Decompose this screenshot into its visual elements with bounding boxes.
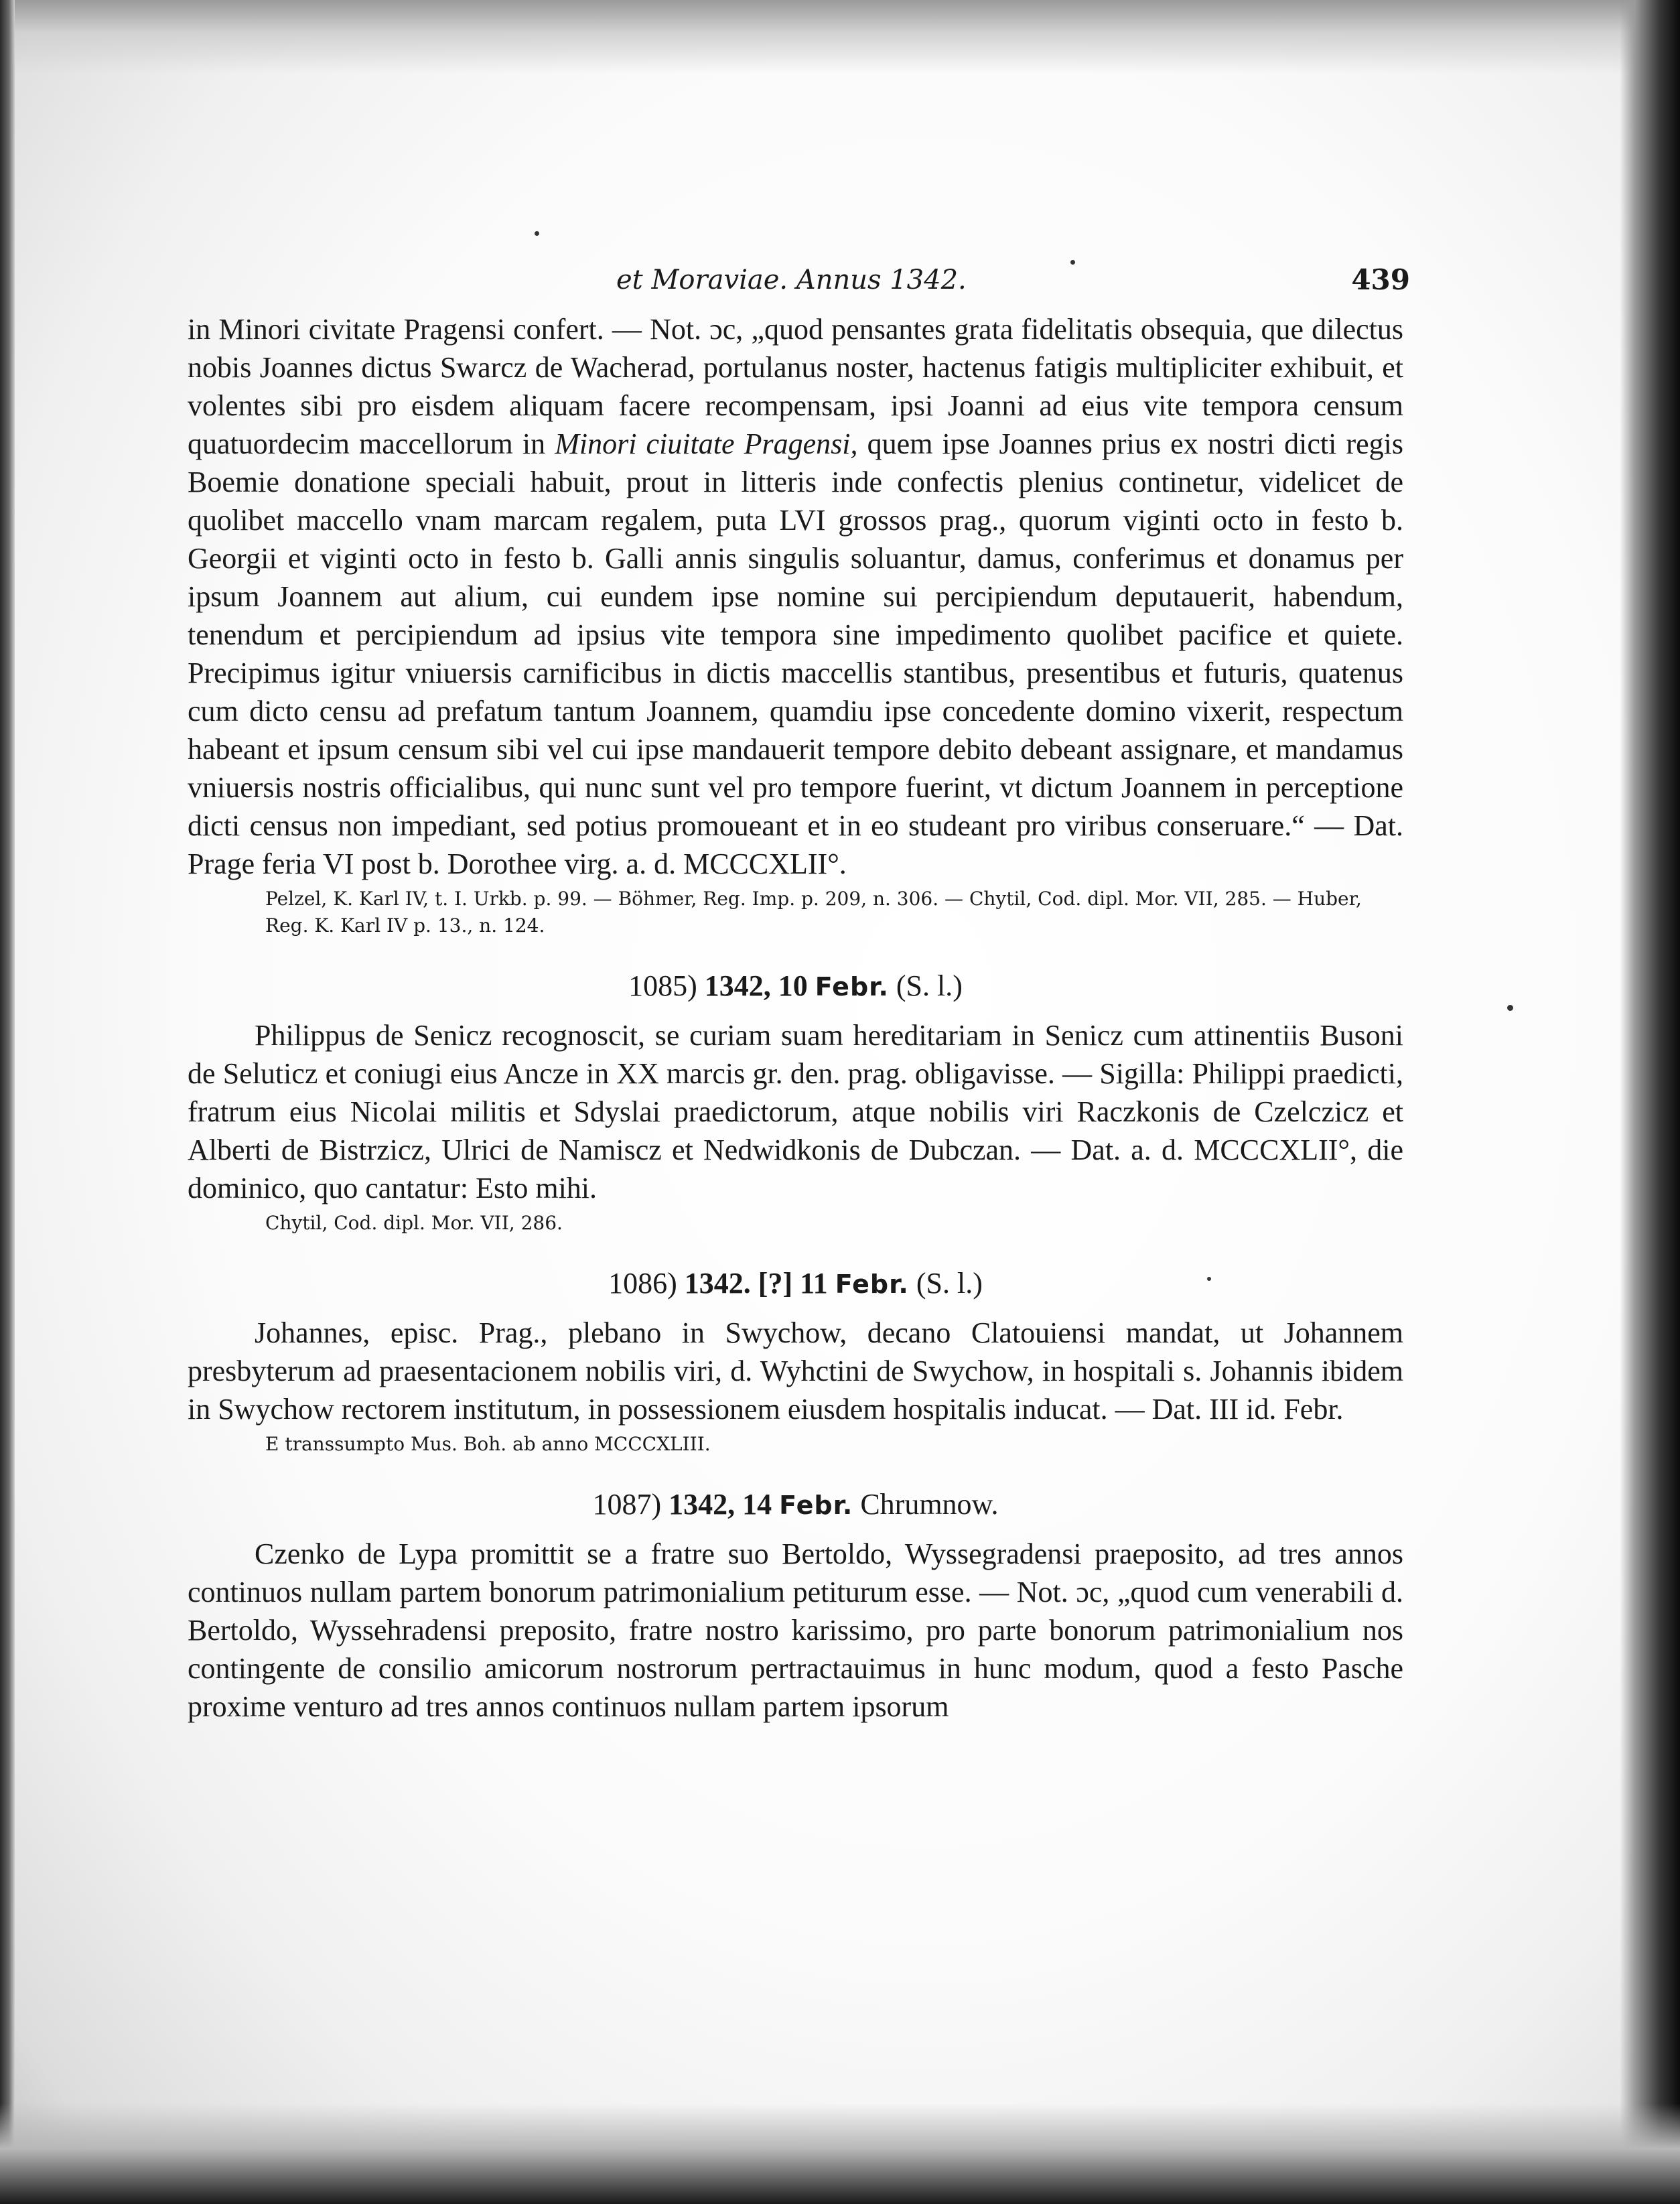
running-title: et Moraviae. Annus 1342. <box>616 265 967 295</box>
scan-edge-left <box>0 0 15 2204</box>
continued-text-italic: Minori ciuitate Pragensi, <box>555 427 858 460</box>
entry-month: Febr. <box>815 972 889 1002</box>
continued-entry-text <box>188 310 1403 883</box>
entry-number: 1086) <box>608 1267 677 1300</box>
scan-shadow-bottom <box>0 2104 1680 2204</box>
entry-day: 10 <box>778 969 808 1002</box>
page-number: 439 <box>1351 263 1410 296</box>
continued-text-part: in Minori civitate Pragensi confert. — Not. ɔc, „quod pensantes grata fidelitatis obsequia, que dilectus nobis Joannes dictus Swarcz de Wacherad, portulanus noster, hactenus fatigis multipliciter exhibuit, et volentes sibi pro eisdem aliquam facere recompensam, ipsi Joanni ad eius vite tempora censum quatuordecim maccellorum in <box>188 313 1403 460</box>
scan-speck <box>535 231 539 236</box>
entry-year: 1342, <box>669 1488 736 1521</box>
entry-year: 1342. <box>684 1267 751 1300</box>
entry-year: 1342, <box>704 969 771 1002</box>
scan-speck <box>1070 260 1075 265</box>
entry-number: 1085) <box>628 969 697 1002</box>
entry-day: 14 <box>742 1488 772 1521</box>
page-content <box>188 263 1410 1726</box>
scan-speck <box>1507 1005 1513 1011</box>
entry-number: 1087) <box>592 1488 662 1521</box>
entry-text-1086: Johannes, episc. Prag., plebano in Swychow, decano Clatouiensi mandat, ut Johannem presbyterum ad praesentacionem nobilis viri, d. Wyhctini de Swychow, in hospitali s. Johannis ibidem in Swychow rectorem institutum, in possessionem eiusdem hospitalis inducat. — Dat. III id. Febr. <box>188 1316 1403 1426</box>
entry-text-1085: Philippus de Senicz recognoscit, se curiam suam hereditariam in Senicz cum attinentiis Busoni de Seluticz et coniugi eius Ancze in XX marcis gr. den. prag. obligavisse. — Sigilla: Philippi praedicti, fratrum eius Nicolai militis et Sdyslai praedictorum, atque nobilis viri Raczkonis de Czelczicz et Alberti de Bistrzicz, Ulrici de Namiscz et Nedwidkonis de Dubczan. — Dat. a. d. MCCCXLII°, die dominico, quo cantatur: Esto mihi. <box>188 1019 1403 1204</box>
entry-heading-1087 <box>188 1487 1403 1521</box>
entry-heading-1085 <box>188 969 1403 1003</box>
entry-text-1087: Czenko de Lypa promittit se a fratre suo Bertoldo, Wyssegradensi praeposito, ad tres annos continuos nullam partem bonorum patrimonialium petiturum esse. — Not. ɔc, „quod cum venerabili d. Bertoldo, Wyssehradensi preposito, fratre nostro karissimo, pro parte bonorum patrimonialium nos contingente de consilio amicorum nostrorum pertractauimus in hunc modum, quod a festo Pasche proxime venturo ad tres annos continuos nullam partem ipsorum <box>188 1537 1403 1723</box>
continued-reference: Pelzel, K. Karl IV, t. I. Urkb. p. 99. — Böhmer, Reg. Imp. p. 209, n. 306. — Chytil, Cod. dipl. Mor. VII, 285. — Huber, Reg. K. Karl IV p. 13., n. 124. <box>265 888 1362 937</box>
entry-reference-1086: E transsumpto Mus. Boh. ab anno MCCCXLIII. <box>265 1433 711 1455</box>
entry-heading-1086 <box>188 1266 1403 1300</box>
entry-month: Febr. <box>835 1269 909 1299</box>
entry-place: Chrumnow. <box>860 1488 999 1521</box>
entry-month: Febr. <box>779 1491 853 1520</box>
entry-day: [?] 11 <box>758 1267 828 1300</box>
scan-shadow-top <box>0 0 1680 74</box>
scan-edge-right <box>1620 0 1680 2204</box>
running-head <box>188 263 1410 305</box>
entry-place: (S. l.) <box>916 1267 983 1300</box>
entry-reference-1085: Chytil, Cod. dipl. Mor. VII, 286. <box>265 1212 563 1234</box>
continued-text-part: quem ipse Joannes prius ex nostri dicti regis Boemie donatione speciali habuit, prout in litteris inde confectis plenius continetur, videlicet de quolibet maccello vnam marcam regalem, puta LVI grossos prag., quorum viginti octo in festo b. Georgii et viginti octo in festo b. Galli annis singulis soluantur, damus, conferimus et donamus per ipsum Joannem aut alium, cui eundem ipse nomine sui percipiendum deputauerit, habendum, tenendum et percipiendum ad ipsius vite tempora sine impedimento quolibet pacifice et quiete. Precipimus igitur vniuersis carnificibus in dictis maccellis stantibus, presentibus et futuris, quatenus cum dicto censu ad prefatum tantum Joannem, quamdiu ipse concedente domino vixerit, respectum habeant et ipsum censum sibi vel cui ipse mandauerit tempore debito debeant assignare, et mandamus vniuersis nostris officialibus, qui nunc sunt vel pro tempore fuerint, vt dictum Joannem in perceptione dicti census non impediant, sed potius promoueant et in eo studeant pro viribus conseruare.“ — Dat. Prage feria VI post b. Dorothee virg. a. d. MCCCXLII°. <box>188 427 1404 880</box>
entry-place: (S. l.) <box>896 969 963 1002</box>
